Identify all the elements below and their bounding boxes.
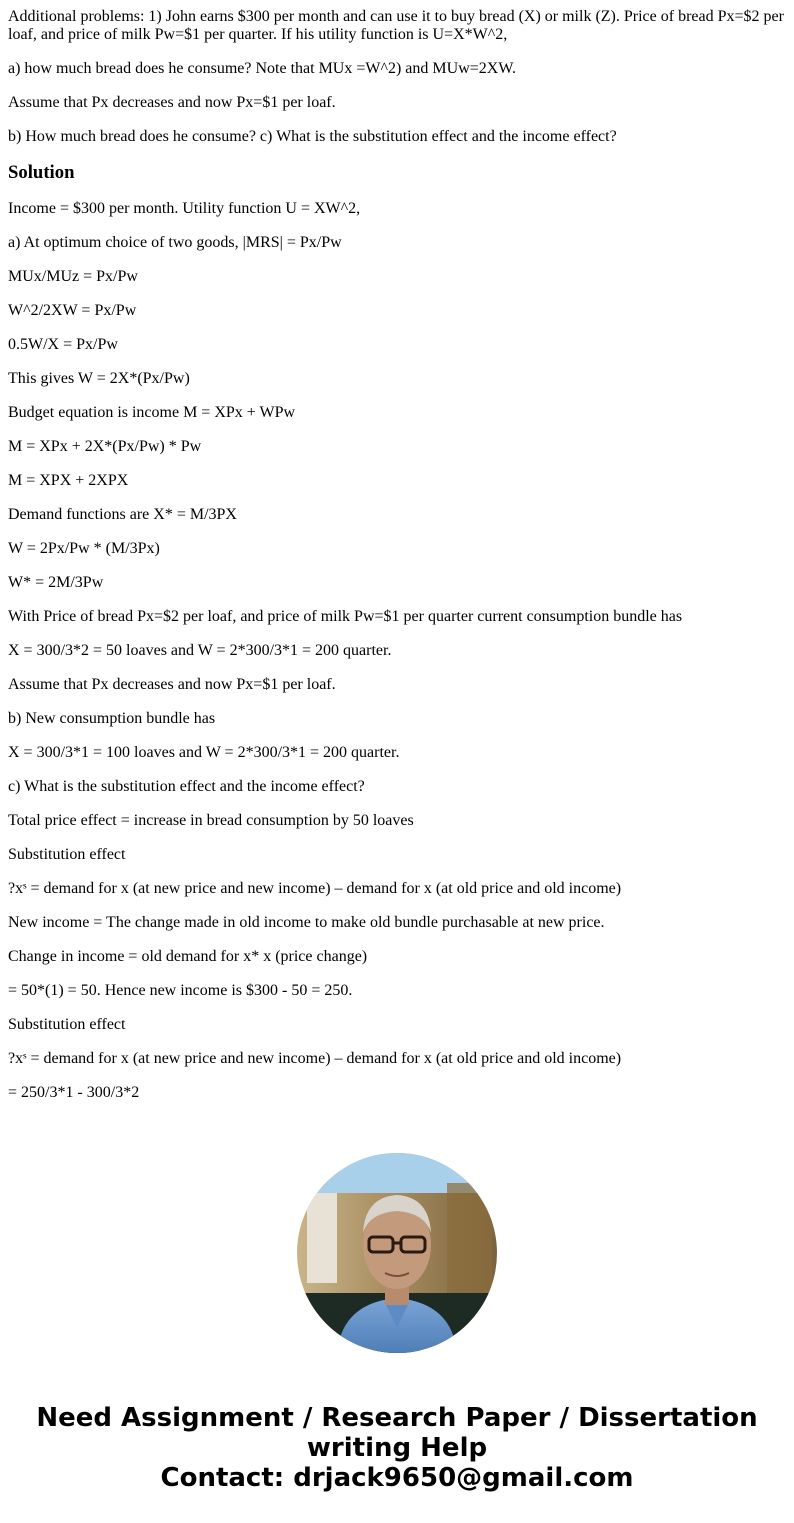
solution-line: X = 300/3*1 = 100 loaves and W = 2*300/3*1 = 200 quarter. (8, 744, 400, 761)
solution-line: W^2/2XW = Px/Pw (8, 302, 137, 319)
solution-line: X = 300/3*2 = 50 loaves and W = 2*300/3*1 = 200 quarter. (8, 642, 392, 659)
solution-line: W = 2Px/Pw * (M/3Px) (8, 540, 160, 557)
problem-part-bc: b) How much bread does he consume? c) What is the substitution effect and the income effect? (8, 128, 617, 145)
solution-line: MUx/MUz = Px/Pw (8, 268, 138, 285)
problem-intro: Additional problems: 1) John earns $300 per month and can use it to buy bread (X) or milk (Z). Price of bread Px=$2 per loaf, and price of milk Pw=$1 per quarter. If his utility function is U=X*W^2, (8, 8, 784, 43)
author-photo (297, 1153, 497, 1353)
footer-line: writing Help (306, 1433, 488, 1463)
solution-line: c) What is the substitution effect and the income effect? (8, 778, 365, 795)
solution-line: = 250/3*1 - 300/3*2 (8, 1084, 140, 1101)
problem-assumption: Assume that Px decreases and now Px=$1 per loaf. (8, 94, 336, 111)
solution-line: Budget equation is income M = XPx + WPw (8, 404, 296, 421)
solution-line: This gives W = 2X*(Px/Pw) (8, 370, 190, 387)
solution-line: M = XPX + 2XPX (8, 472, 129, 489)
solution-line: Substitution effect (8, 846, 126, 863)
solution-line: ?xˢ = demand for x (at new price and new income) – demand for x (at old price and old income) (8, 880, 622, 897)
solution-line: Assume that Px decreases and now Px=$1 per loaf. (8, 676, 336, 693)
solution-line: Total price effect = increase in bread consumption by 50 loaves (8, 812, 414, 829)
solution-heading: Solution (8, 162, 75, 183)
solution-line: a) At optimum choice of two goods, |MRS| = Px/Pw (8, 234, 342, 251)
solution-line: Demand functions are X* = M/3PX (8, 506, 237, 523)
document-body (8, 8, 788, 1118)
solution-line: Substitution effect (8, 1016, 126, 1033)
footer-contact: Contact: drjack9650@gmail.com (160, 1463, 634, 1493)
problem-part-a: a) how much bread does he consume? Note that MUx =W^2) and MUw=2XW. (8, 60, 516, 77)
promo-footer (0, 1403, 794, 1493)
solution-line: Income = $300 per month. Utility function U = XW^2, (8, 200, 361, 217)
solution-lines (8, 200, 788, 1102)
author-avatar (297, 1153, 497, 1353)
solution-line: b) New consumption bundle has (8, 710, 216, 727)
solution-line: New income = The change made in old income to make old bundle purchasable at new price. (8, 914, 605, 931)
solution-line: With Price of bread Px=$2 per loaf, and price of milk Pw=$1 per quarter current consumption bundle has (8, 608, 683, 625)
footer-line: Need Assignment / Research Paper / Dissertation (36, 1403, 758, 1433)
solution-line: 0.5W/X = Px/Pw (8, 336, 118, 353)
solution-line: = 50*(1) = 50. Hence new income is $300 - 50 = 250. (8, 982, 353, 999)
solution-line: ?xˢ = demand for x (at new price and new income) – demand for x (at old price and old income) (8, 1050, 622, 1067)
solution-line: M = XPx + 2X*(Px/Pw) * Pw (8, 438, 202, 455)
solution-line: Change in income = old demand for x* x (price change) (8, 948, 368, 965)
solution-line: W* = 2M/3Pw (8, 574, 104, 591)
